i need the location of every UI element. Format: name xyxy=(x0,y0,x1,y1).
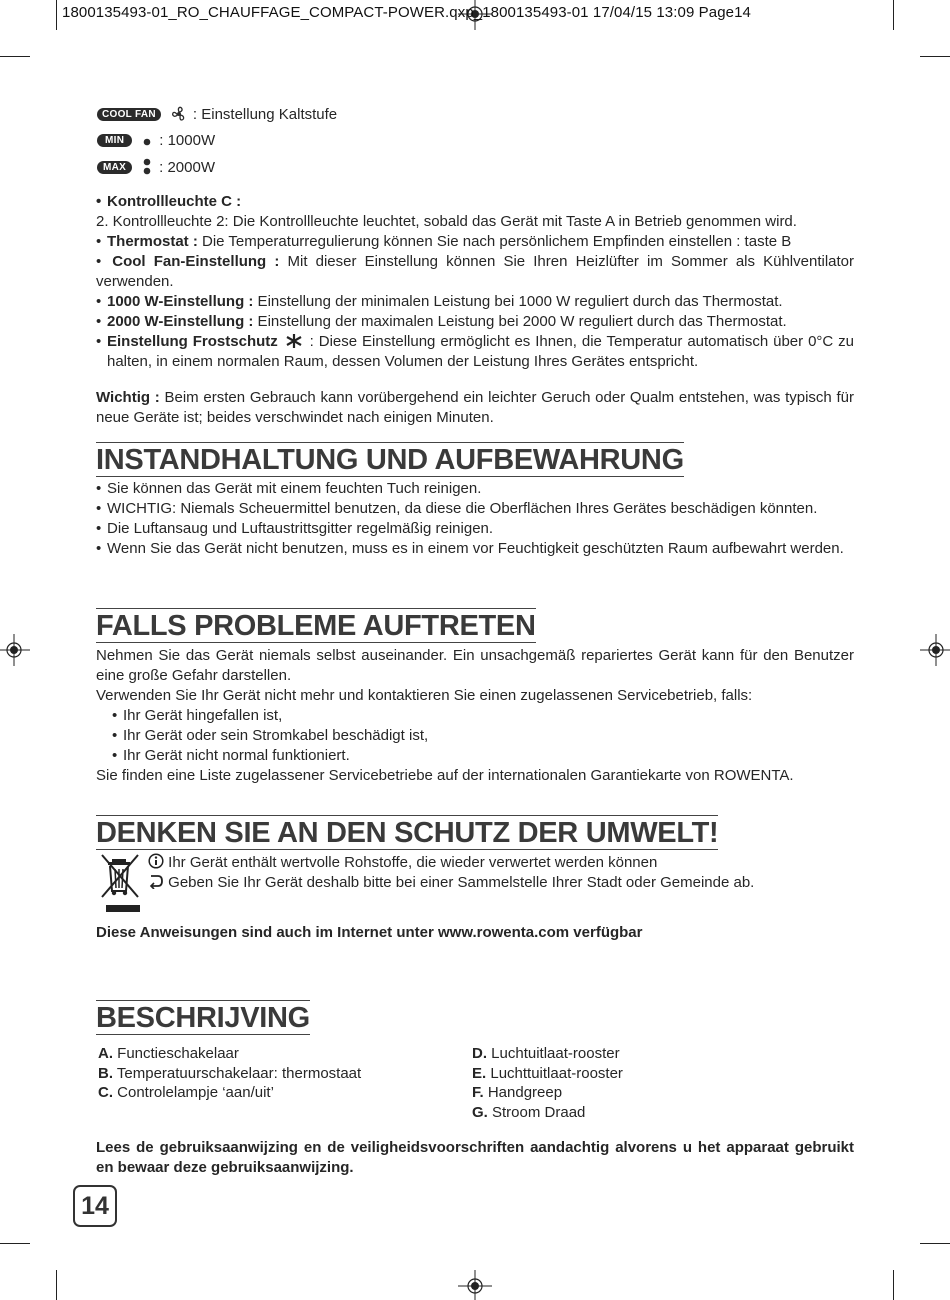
thermostat-text: Die Temperaturregulierung können Sie nach persönlichem Empfinden einstellen : taste B xyxy=(197,233,792,250)
item-key: C. xyxy=(98,1084,113,1101)
controls-section xyxy=(96,192,854,372)
problems-section xyxy=(96,646,854,786)
crop-mark xyxy=(56,0,57,30)
list-item: • Wenn Sie das Gerät nicht benutzen, muss es in einem vor Feuchtigkeit geschützten Raum aufbewahrt werden. xyxy=(96,539,854,559)
list-item: • WICHTIG: Niemals Scheuermittel benutzen, da diese die Oberflächen Ihres Gerätes beschädigen könnten. xyxy=(96,499,854,519)
crop-mark xyxy=(920,56,950,57)
max-badge: MAX xyxy=(97,161,132,174)
kontroll-label: • Kontrollleuchte C : xyxy=(96,192,854,212)
problems-p3: Sie finden eine Liste zugelassener Servicebetriebe auf der internationalen Garantiekarte von ROWENTA. xyxy=(96,767,794,784)
w1000-item xyxy=(96,292,854,312)
crop-mark xyxy=(0,1243,30,1244)
wichtig-paragraph xyxy=(96,388,854,428)
list-item xyxy=(472,1044,623,1064)
list-item xyxy=(98,1044,361,1064)
coolfan-item xyxy=(96,252,854,292)
w1000-text: Einstellung der minimalen Leistung bei 1000 W reguliert durch das Thermostat. xyxy=(253,293,783,310)
min-text: : 1000W xyxy=(159,131,216,149)
page-number: 14 xyxy=(73,1185,117,1227)
crop-mark xyxy=(56,1270,57,1300)
description-heading: BESCHRIJVING xyxy=(96,1002,310,1034)
problems-p2: Verwenden Sie Ihr Gerät nicht mehr und kontaktieren Sie einen zugelassenen Servicebetrieb, falls: xyxy=(96,687,753,704)
file-header: 1800135493-01_RO_CHAUFFAGE_COMPACT-POWER.qxp_1800135493-01 17/04/15 13:09 Page14 xyxy=(62,4,751,21)
frost-text: : Diese Einstellung ermöglicht es Ihnen, die Temperatur automatisch über 0°C zu halten, in einem normalen Raum, dessen Volumen der Leistung Ihres Gerätes entspricht. xyxy=(107,333,855,370)
environment-heading: DENKEN SIE AN DEN SCHUTZ DER UMWELT! xyxy=(96,817,719,849)
fan-icon xyxy=(169,105,189,123)
environment-line-1 xyxy=(148,853,657,873)
thermostat-item xyxy=(96,232,854,252)
problems-p1: Nehmen Sie das Gerät niemals selbst auseinander. Ein unsachgemäß repariertes Gerät kann für den Benutzer eine große Gefahr darstellen. xyxy=(96,647,854,684)
info-icon xyxy=(148,853,164,869)
list-item xyxy=(472,1064,623,1084)
wichtig-text: Beim ersten Gebrauch kann vorübergehend ein leichter Geruch oder Qualm entstehen, was typisch für neue Geräte ist; beides verschwindet nach einigen Minuten. xyxy=(96,389,854,426)
item-text: Stroom Draad xyxy=(487,1103,586,1121)
item-text: Controlelampje ‘aan/uit’ xyxy=(113,1084,274,1101)
crop-mark xyxy=(893,1270,894,1300)
crop-mark xyxy=(0,56,30,57)
environment-line-2 xyxy=(148,873,754,893)
description-left-column xyxy=(98,1044,361,1103)
list-item xyxy=(98,1083,361,1103)
list-item: • Ihr Gerät hingefallen ist, xyxy=(96,706,854,726)
registration-mark-icon xyxy=(458,1270,492,1300)
max-text: : 2000W xyxy=(159,158,215,176)
single-dot-icon xyxy=(141,131,159,149)
legend-row-cool-fan xyxy=(97,104,337,124)
list-item: • Die Luftansaug und Luftaustrittsgitter regelmäßig reinigen. xyxy=(96,519,854,539)
item-key: D. xyxy=(472,1045,487,1062)
registration-mark-icon xyxy=(0,634,30,666)
list-item: • Ihr Gerät nicht normal funktioniert. xyxy=(96,746,854,766)
list-item xyxy=(472,1103,623,1123)
w2000-label: 2000 W-Einstellung : xyxy=(107,313,254,330)
item-text: Luchttuitlaat-rooster xyxy=(486,1064,623,1082)
list-item: • Ihr Gerät oder sein Stromkabel beschädigt ist, xyxy=(96,726,854,746)
coolfan-label: Cool Fan-Einstellung : xyxy=(112,253,280,270)
return-arrow-icon xyxy=(148,873,164,889)
description-right-column xyxy=(472,1044,623,1122)
crop-mark xyxy=(893,0,894,30)
environment-text-1: Ihr Gerät enthält wertvolle Rohstoffe, die wieder verwertet werden können xyxy=(168,854,658,871)
description-notice: Lees de gebruiksaanwijzing en de veiligheidsvoorschriften aandachtig alvorens u het apparaat gebruikt en bewaar deze gebruiksaanwijzing. xyxy=(96,1139,854,1176)
item-key: F. xyxy=(472,1084,484,1101)
maintenance-heading: INSTANDHALTUNG UND AUFBEWAHRUNG xyxy=(96,444,684,476)
item-key: G. xyxy=(472,1103,488,1121)
crossed-bin-icon xyxy=(100,853,142,915)
item-key: E. xyxy=(472,1064,487,1082)
min-badge: MIN xyxy=(97,134,132,147)
internet-notice: Diese Anweisungen sind auch im Internet unter www.rowenta.com verfügbar xyxy=(96,924,643,941)
double-dot-icon xyxy=(141,157,159,177)
list-item: • Sie können das Gerät mit einem feuchten Tuch reinigen. xyxy=(96,479,854,499)
thermostat-label: Thermostat : xyxy=(107,233,198,250)
frost-label: Einstellung Frostschutz xyxy=(107,333,278,350)
list-item xyxy=(98,1064,361,1084)
legend-row-max xyxy=(97,157,215,177)
legend-row-min xyxy=(97,130,215,150)
w2000-item xyxy=(96,312,854,332)
cool-fan-badge: COOL FAN xyxy=(97,108,161,121)
item-key: B. xyxy=(98,1064,113,1082)
kontroll-text: 2. Kontrollleuchte 2: Die Kontrollleuchte leuchtet, sobald das Gerät mit Taste A in Betrieb genommen wird. xyxy=(96,213,797,230)
item-key: A. xyxy=(98,1045,113,1062)
wichtig-label: Wichtig : xyxy=(96,389,160,406)
snowflake-icon xyxy=(283,333,305,349)
item-text: Functieschakelaar xyxy=(113,1045,239,1062)
crop-mark xyxy=(920,1243,950,1244)
environment-text-2: Geben Sie Ihr Gerät deshalb bitte bei einer Sammelstelle Ihrer Stadt oder Gemeinde ab. xyxy=(168,874,755,891)
maintenance-list xyxy=(96,479,854,559)
w1000-label: 1000 W-Einstellung : xyxy=(107,293,254,310)
frost-item xyxy=(96,332,854,372)
item-text: Handgreep xyxy=(483,1084,563,1101)
cool-fan-text: : Einstellung Kaltstufe xyxy=(192,105,338,123)
item-text: Luchtuitlaat-rooster xyxy=(487,1045,620,1062)
coolfan-text: Mit dieser Einstellung können Sie Ihren Heizlüfter im Sommer als Kühlventilator verwenden. xyxy=(96,253,855,290)
list-item xyxy=(472,1083,623,1103)
problems-heading: FALLS PROBLEME AUFTRETEN xyxy=(96,610,536,642)
item-text: Temperatuurschakelaar: thermostaat xyxy=(113,1064,362,1082)
registration-mark-icon xyxy=(920,634,950,666)
w2000-text: Einstellung der maximalen Leistung bei 2000 W reguliert durch das Thermostat. xyxy=(253,313,787,330)
